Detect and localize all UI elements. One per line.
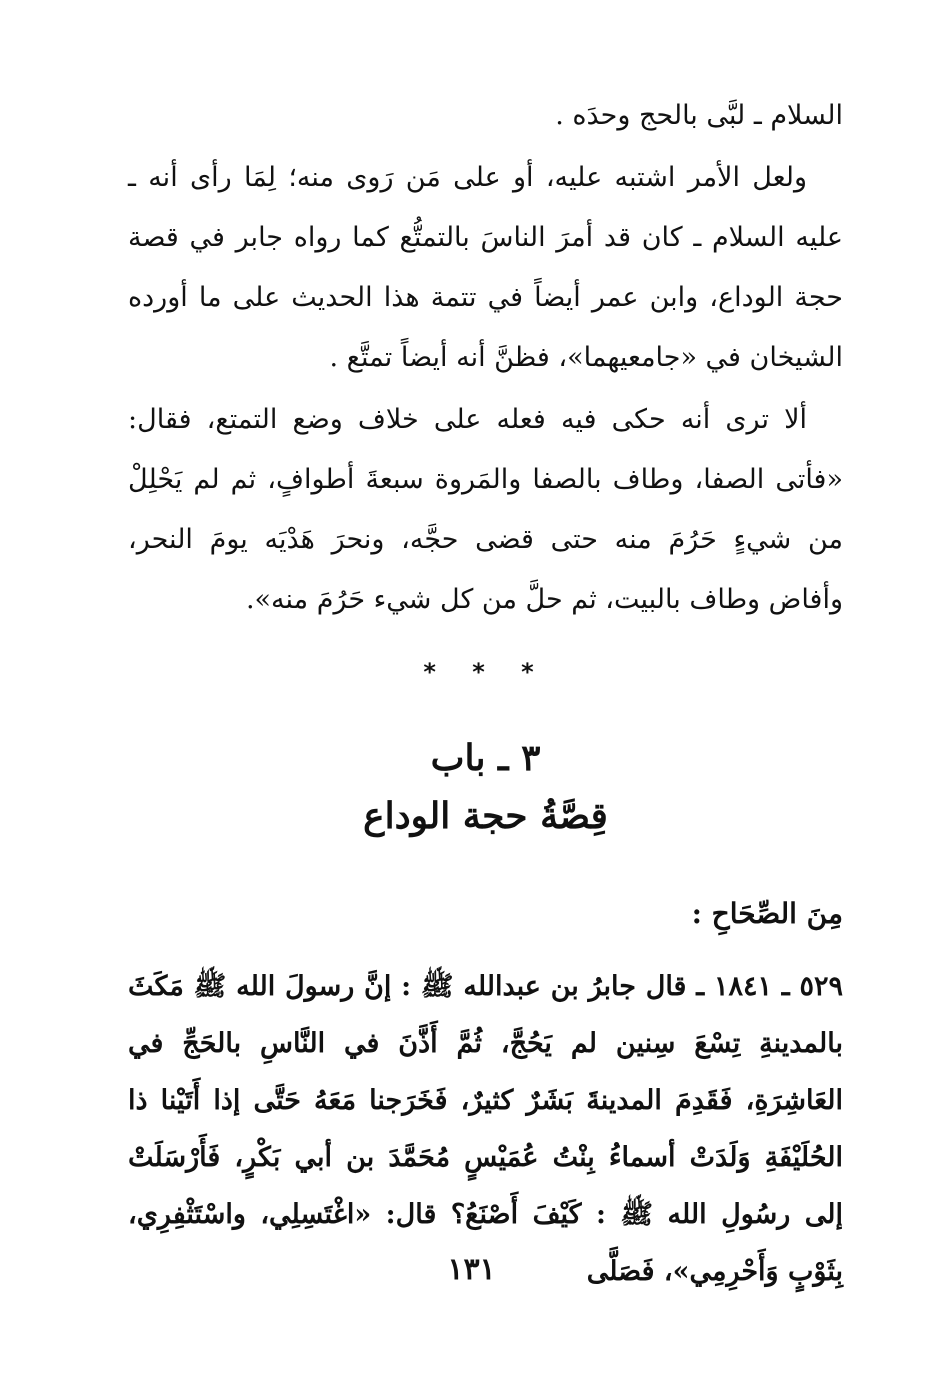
- paragraph-quotation: ألا ترى أنه حكى فيه فعله على خلاف وضع التمتع، فقال: «فأتى الصفا، وطاف بالصفا والمَروة سبعةَ أطوافٍ، ثم لم يَحْلِلْ من شيءٍ حَرُمَ منه حتى قضى حجَّه، ونحرَ هَدْيَه يومَ النحر، وأفاض وطاف بالبيت، ثم حلَّ من كل شيء حَرُمَ منه».: [128, 404, 843, 615]
- chapter-label: ٣ ـ باب: [430, 737, 541, 779]
- paragraph-continuation: السلام ـ لبَّى بالحج وحدَه .: [555, 100, 843, 131]
- hadith-text: ٥٢٩ ـ ١٨٤١ ـ قال جابرُ بن عبدالله ﷺ : إنَّ رسولَ الله ﷺ مَكَثَ بالمدينةِ تِسْعَ سِنين لم يَحُجَّ، ثُمَّ أَذَّنَ في النَّاسِ بالحَجِّ في العَاشِرَةِ، فَقَدِمَ المدينةَ بَشَرٌ كثيرٌ، فَخَرَجنا مَعَهُ حَتَّى إذا أَتَيْنا ذا الحُلَيْفَةِ وَلَدَتْ أسماءُ بِنْتُ عُمَيْسٍ مُحَمَّدَ بن أبي بَكْرٍ، فَأَرْسَلَتْ إلى رسُولِ الله ﷺ : كَيْفَ أَصْنَعُ؟ قال: «اغْتَسِلِي، واسْتَثْفِرِي، بِثَوْبٍ وَأَحْرِمِي»، فَصَلَّى: [128, 971, 843, 1287]
- page-number: ١٣١: [447, 1252, 496, 1287]
- section-separator: * * *: [423, 658, 548, 686]
- chapter-title: قِصَّةُ حجة الوداع: [363, 795, 608, 837]
- paragraph-commentary: ولعل الأمر اشتبه عليه، أو على مَن رَوى منه؛ لِمَا رأى أنه ـ عليه السلام ـ كان قد أمرَ الناسَ بالتمتُّع كما رواه جابر في قصة حجة الوداع، وابن عمر أيضاً في تتمة هذا الحديث على ما أورده الشيخان في «جامعيهما»، فظنَّ أنه أيضاً تمتَّع .: [128, 162, 843, 373]
- page-body: [128, 86, 843, 1327]
- source-heading: مِنَ الصِّحَاحِ :: [691, 897, 843, 930]
